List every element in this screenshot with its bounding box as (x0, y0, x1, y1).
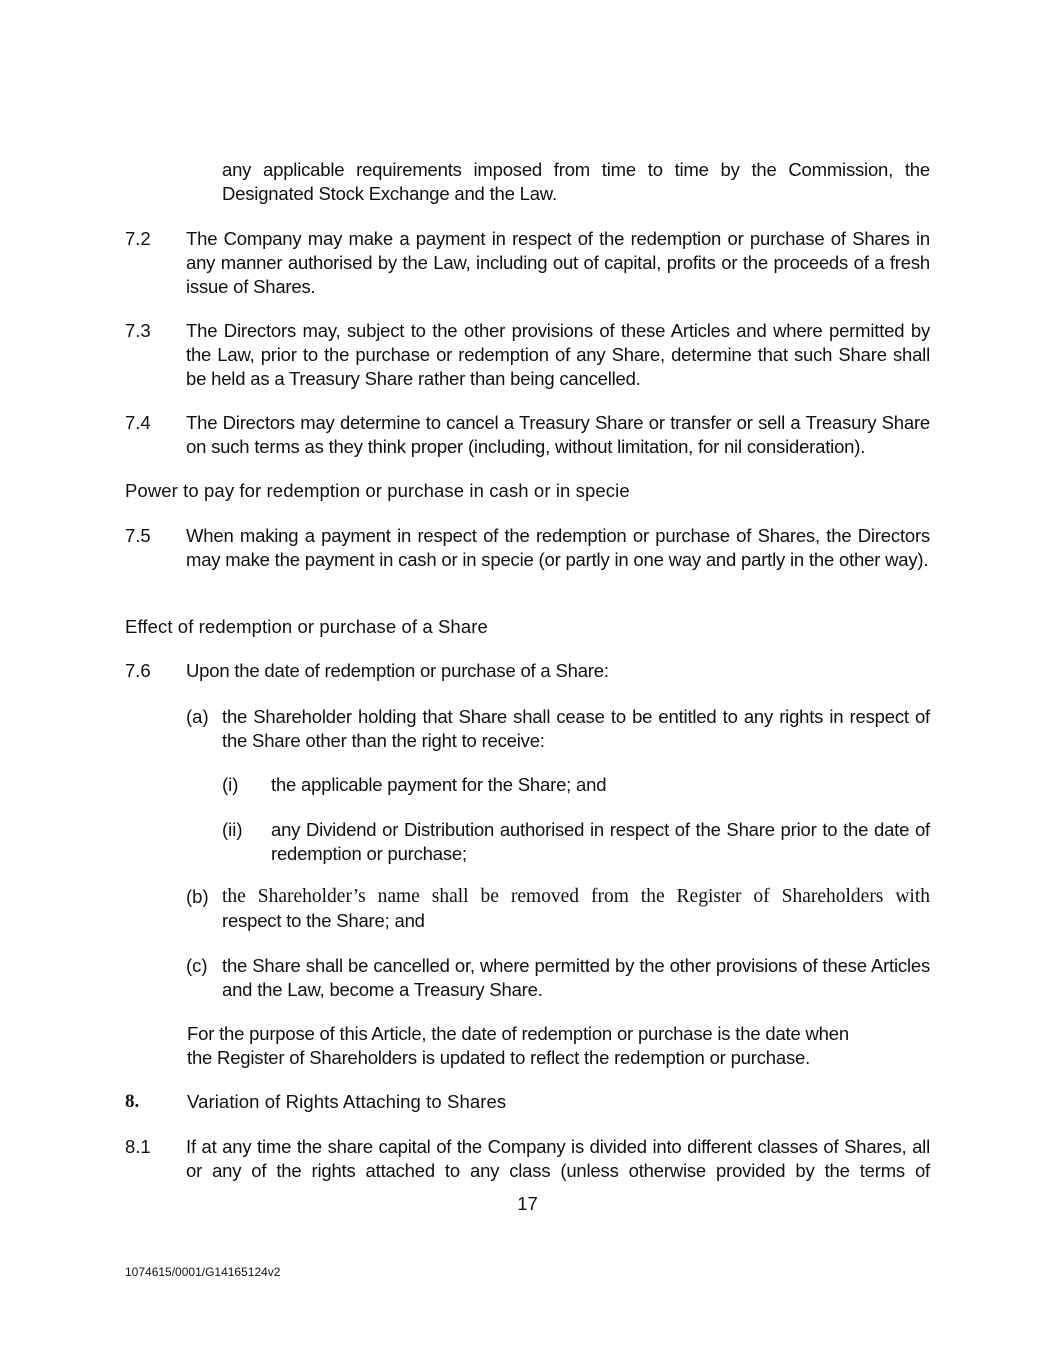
clause-text-7-2: The Company may make a payment in respect of the redemption or purchase of Shares in any manner authorised by the Law, including out of capital, profits or the proceeds of a fresh issue of Shares. (186, 228, 930, 297)
sub-item-text-a: the Shareholder holding that Share shall cease to be entitled to any rights in respect of the Share other than the right to receive: (222, 706, 930, 751)
clause-text-7-5: When making a payment in respect of the redemption or purchase of Shares, the Directors may make the payment in cash or in specie (or partly in one way and partly in the other way). (186, 525, 930, 570)
clause-number-7-4: 7.4 (125, 412, 151, 433)
sub-item-label-b: (b) (186, 886, 209, 907)
clause-number-7-5: 7.5 (125, 525, 151, 546)
clause-number-7-6: 7.6 (125, 660, 151, 681)
clause-number-7-2: 7.2 (125, 228, 151, 249)
clause-text-7-6: Upon the date of redemption or purchase of a Share: (186, 660, 609, 681)
section-number-8: 8. (125, 1091, 140, 1112)
sub-item-text-ii: any Dividend or Distribution authorised in respect of the Share prior to the date of redemption or purchase; (271, 819, 930, 864)
sub-item-text-b-line2: respect to the Share; and (222, 910, 425, 931)
section-title-8: Variation of Rights Attaching to Shares (187, 1091, 507, 1112)
clause-text-7-3: The Directors may, subject to the other provisions of these Articles and where permitted by the Law, prior to the purchase or redemption of any Share, determine that such Share shall be held as a Treasury Share rather than being cancelled. (186, 320, 930, 389)
clause-text-7-4: The Directors may determine to cancel a Treasury Share or transfer or sell a Treasury Share on such terms as they think proper (including, without limitation, for nil consideration). (186, 412, 930, 457)
sub-item-text-b-line1: the Shareholder’s name shall be removed from the Register of Shareholders with (222, 886, 930, 907)
clause-text-8-1: If at any time the share capital of the Company is divided into different classes of Shares, all or any of the rights attached to any class (unless otherwise provided by the terms of (186, 1136, 930, 1181)
sub-item-text-c: the Share shall be cancelled or, where permitted by the other provisions of these Articles and the Law, become a Treasury Share. (222, 955, 930, 1000)
purpose-paragraph-line1: For the purpose of this Article, the date of redemption or purchase is the date when (187, 1023, 849, 1044)
clause-number-7-3: 7.3 (125, 320, 151, 341)
sub-item-label-i: (i) (222, 774, 239, 795)
page-number: 17 (517, 1193, 538, 1214)
clause-number-8-1: 8.1 (125, 1136, 151, 1157)
continuation-paragraph: any applicable requirements imposed from time to time by the Commission, the Designated Stock Exchange and the Law. (222, 159, 930, 204)
sub-item-label-c: (c) (186, 955, 208, 976)
sub-item-label-ii: (ii) (222, 819, 243, 840)
sub-item-text-i: the applicable payment for the Share; and (271, 774, 607, 795)
heading-effect-of-redemption: Effect of redemption or purchase of a Share (125, 616, 488, 637)
sub-item-label-a: (a) (186, 706, 209, 727)
document-reference: 1074615/0001/G14165124v2 (125, 1265, 281, 1279)
heading-power-to-pay: Power to pay for redemption or purchase in cash or in specie (125, 480, 630, 501)
purpose-paragraph-line2: the Register of Shareholders is updated to reflect the redemption or purchase. (187, 1047, 811, 1068)
